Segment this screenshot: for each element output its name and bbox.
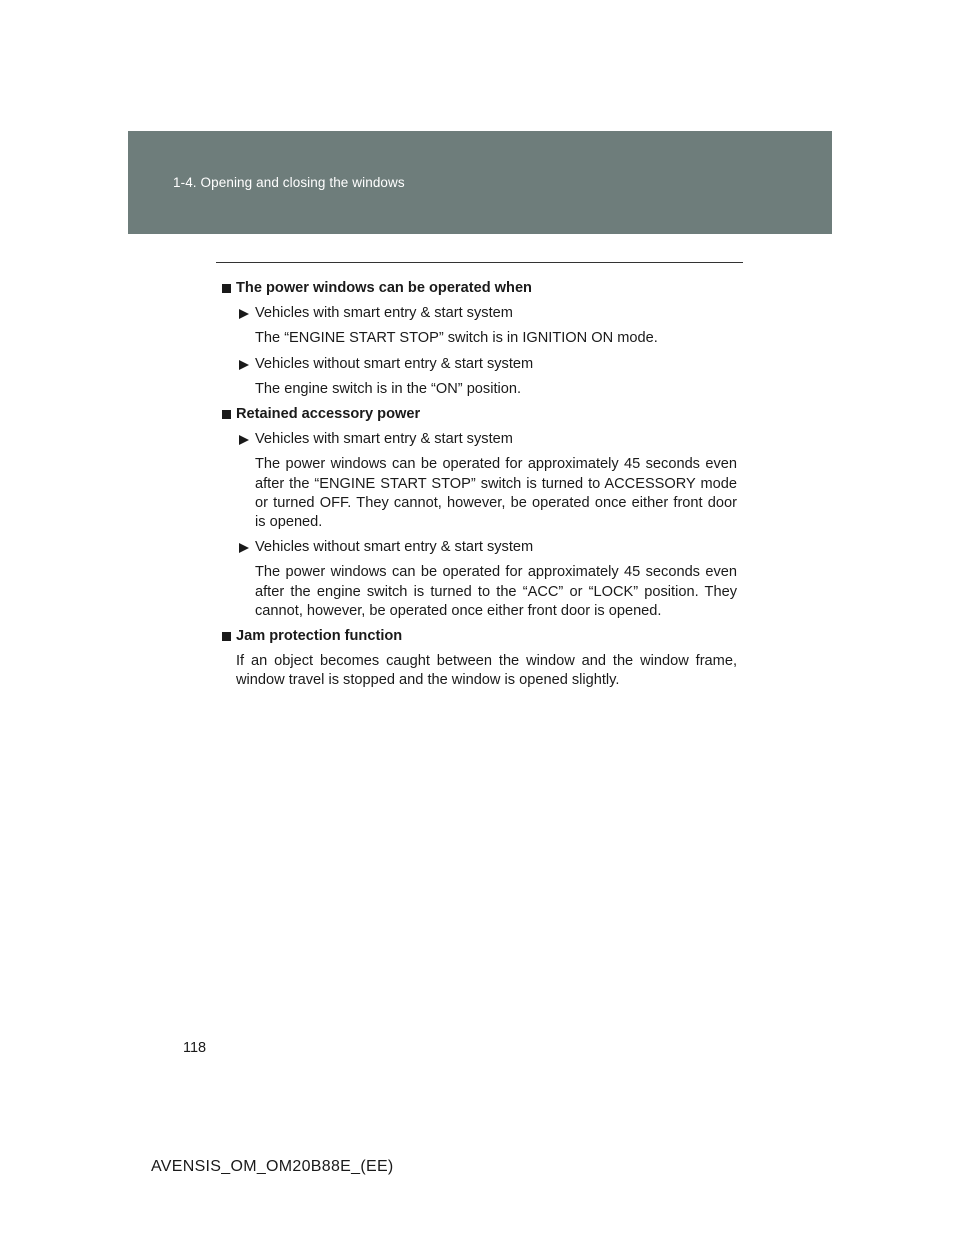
- triangle-bullet-icon: [239, 309, 249, 319]
- paragraph: The power windows can be operated for approximately 45 seconds even after the “ENGINE START STOP” switch is turned to ACCESSORY mode or turned OFF. They cannot, however, be operated once either front door is opened.: [255, 456, 737, 531]
- paragraph: The power windows can be operated for approximately 45 seconds even after the engine switch is turned to the “ACC” or “LOCK” position. They cannot, however, be operated once either front door is opened.: [255, 564, 737, 619]
- heading-retained: [222, 405, 737, 424]
- sub-label: Vehicles with smart entry & start system: [255, 431, 513, 448]
- paragraph: The “ENGINE START STOP” switch is in IGNITION ON mode.: [255, 330, 658, 347]
- paragraph: If an object becomes caught between the window and the window frame, window travel is stopped and the window is opened slightly.: [236, 653, 737, 689]
- square-bullet-icon: [222, 410, 231, 419]
- heading-text: Retained accessory power: [236, 406, 421, 423]
- heading-text: Jam protection function: [236, 628, 403, 645]
- sub-label: Vehicles with smart entry & start system: [255, 305, 513, 322]
- heading-text: The power windows can be operated when: [236, 280, 532, 296]
- square-bullet-icon: [222, 632, 231, 641]
- heading-jam: [222, 627, 737, 646]
- paragraph: The engine switch is in the “ON” position.: [255, 380, 522, 397]
- triangle-bullet-icon: [239, 435, 249, 445]
- sub-smart-entry: [222, 304, 737, 323]
- triangle-bullet-icon: [239, 543, 249, 553]
- document-code: AVENSIS_OM_OM20B88E_(EE): [151, 1158, 394, 1175]
- sub-label: Vehicles without smart entry & start system: [255, 539, 534, 556]
- sub-no-smart-entry: [222, 355, 737, 374]
- section-title: 1-4. Opening and closing the windows: [173, 175, 405, 190]
- page-number: 118: [183, 1040, 207, 1056]
- triangle-bullet-icon: [239, 360, 249, 370]
- sub-smart-entry: [222, 430, 737, 449]
- sub-no-smart-entry: [222, 538, 737, 557]
- heading-operable: [222, 279, 737, 298]
- square-bullet-icon: [222, 284, 231, 293]
- content: [222, 279, 737, 691]
- sub-label: Vehicles without smart entry & start system: [255, 355, 534, 372]
- divider-rule: [216, 262, 743, 263]
